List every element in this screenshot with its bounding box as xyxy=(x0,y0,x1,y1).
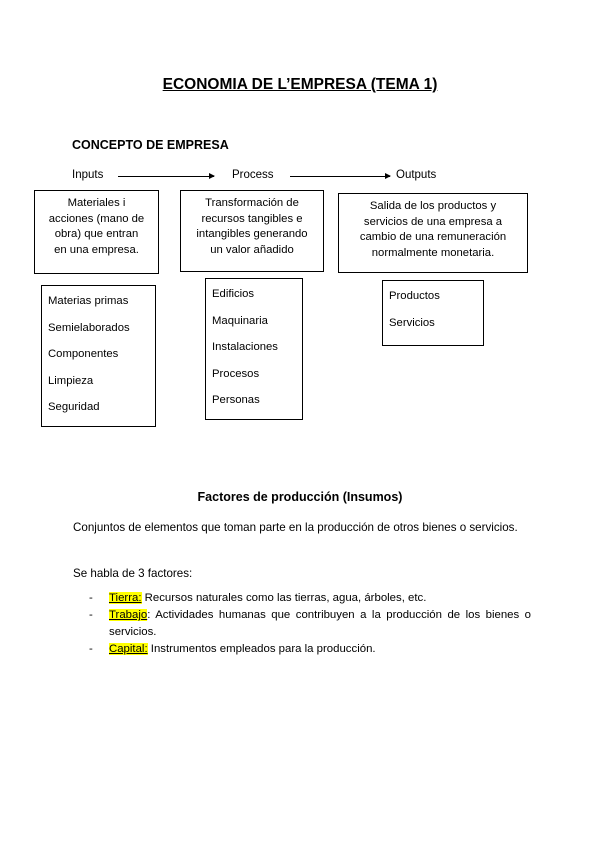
list-dash: - xyxy=(89,643,93,655)
list-item: Servicios xyxy=(389,316,435,329)
inputs-desc-line: acciones (mano de xyxy=(48,212,145,225)
factor-term: Trabajo xyxy=(109,609,148,621)
factor-text: Recursos naturales como las tierras, agua, árboles, etc. xyxy=(141,592,427,604)
section-title: CONCEPTO DE EMPRESA xyxy=(72,138,229,152)
outputs-desc-line: cambio de una remuneración xyxy=(359,231,507,243)
process-desc-line: Transformación de xyxy=(205,197,299,209)
process-desc-line: recursos tangibles e xyxy=(201,212,303,225)
list-item: Limpieza xyxy=(48,374,94,387)
process-list-box xyxy=(205,278,303,420)
list-dash: - xyxy=(89,609,93,621)
inputs-desc-line: obra) que entran xyxy=(54,228,139,240)
factor-text: : Actividades humanas que contribuyen a la producción de los bienes o servicios. xyxy=(109,609,531,638)
inputs-description-box xyxy=(34,190,159,274)
factor-term: Capital: xyxy=(109,643,148,655)
process-desc-line: un valor añadido xyxy=(210,243,294,256)
outputs-desc-line: normalmente monetaria. xyxy=(371,246,495,259)
factors-list xyxy=(86,590,531,658)
inputs-desc-line: Materiales i xyxy=(67,197,126,209)
list-item: Seguridad xyxy=(48,401,100,414)
factor-text: Instrumentos empleados para la producción. xyxy=(147,643,376,655)
factors-heading: Factores de producción (Insumos) xyxy=(197,490,403,504)
process-desc-line: intangibles generando xyxy=(196,228,308,240)
arrow-inputs-to-process xyxy=(118,176,214,177)
list-item: Edificios xyxy=(212,288,255,300)
list-item: Personas xyxy=(212,394,260,407)
list-item: Semielaborados xyxy=(48,321,130,334)
factor-item-capital xyxy=(86,641,531,658)
outputs-desc-line: Salida de los productos y xyxy=(369,200,497,212)
factor-item-tierra xyxy=(86,590,531,607)
flow-label-outputs: Outputs xyxy=(396,169,437,181)
page-title: ECONOMIA DE L’EMPRESA (TEMA 1) xyxy=(162,76,438,93)
outputs-description-box xyxy=(338,193,528,273)
list-item: Productos xyxy=(389,290,440,302)
flow-label-process: Process xyxy=(232,169,274,181)
list-item: Maquinaria xyxy=(212,314,268,327)
list-item: Componentes xyxy=(48,348,119,361)
inputs-list-box xyxy=(41,285,156,427)
list-item: Instalaciones xyxy=(212,341,278,354)
factor-item-trabajo xyxy=(86,607,531,641)
outputs-desc-line: servicios de una empresa a xyxy=(363,215,503,228)
arrow-process-to-outputs xyxy=(290,176,390,177)
list-item: Procesos xyxy=(212,367,260,380)
list-dash: - xyxy=(89,592,93,604)
flow-label-inputs: Inputs xyxy=(72,169,104,181)
list-item: Materias primas xyxy=(48,295,129,307)
outputs-list-box xyxy=(382,280,484,346)
factors-intro: Conjuntos de elementos que toman parte en la producción de otros bienes o servicios. xyxy=(73,521,518,534)
process-description-box xyxy=(180,190,324,272)
inputs-desc-line: en una empresa. xyxy=(54,243,139,256)
factors-count-line: Se habla de 3 factores: xyxy=(73,567,193,580)
factor-term: Tierra: xyxy=(109,592,142,604)
